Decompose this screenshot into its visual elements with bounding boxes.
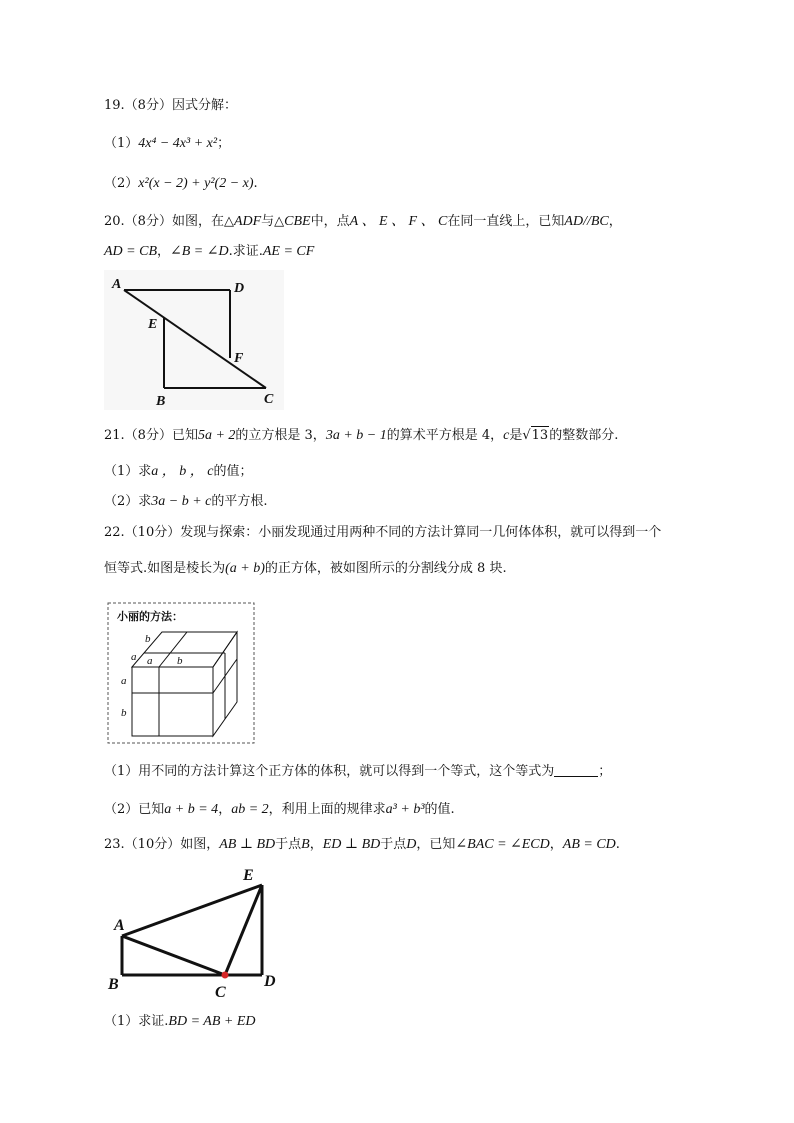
text: 21.（8分）已知 (104, 428, 198, 443)
q22-line2 (104, 560, 507, 578)
text: 的正方体，被如图所示的分割线分成 8 块. (264, 561, 507, 576)
text: 的整数部分. (549, 428, 619, 443)
text: ，利用上面的规律求 (268, 802, 386, 817)
label-d: D (264, 973, 276, 990)
math: a³ + b³ (385, 802, 425, 817)
label-c: C (264, 392, 274, 407)
q23-title (104, 836, 620, 854)
text: 是 (509, 428, 523, 443)
math: AD//BC (564, 214, 609, 229)
q22-part2 (104, 801, 455, 819)
math: ∠BAC = ∠ECD (455, 837, 550, 852)
q21-part1 (104, 463, 253, 481)
q23-figure (104, 862, 294, 1002)
math: 3a + b − 1 (325, 428, 387, 443)
math: ∠B = ∠D (170, 244, 229, 259)
label-e: E (148, 317, 158, 332)
math: a + b = 4 (164, 802, 219, 817)
text: 在同一直线上，已知 (447, 214, 565, 229)
q19-part2-end: . (253, 176, 258, 191)
text: 20.（8分）如图，在△ (104, 214, 234, 229)
text: （1）用不同的方法计算这个正方体的体积，就可以得到一个等式，这个等式为 (104, 764, 555, 779)
answer-blank[interactable] (554, 763, 598, 777)
segment-ae (122, 885, 262, 936)
text: 23.（10分）如图， (104, 837, 220, 852)
text: （1）求证. (104, 1014, 169, 1029)
text: 的算术平方根是 4， (386, 428, 504, 443)
q19-part2 (104, 175, 258, 193)
segment-ac (122, 936, 225, 975)
label-d: D (234, 281, 245, 296)
q20-line1 (104, 213, 622, 231)
math: AE = CF (262, 244, 315, 259)
sqrt-sign: √ (522, 428, 531, 443)
math: D (406, 837, 417, 852)
text: . (615, 837, 620, 852)
math: ED ⊥ BD (322, 837, 381, 852)
label-b-top: b (145, 633, 151, 645)
text: 的立方根是 3， (235, 428, 326, 443)
text: 中，点 (310, 214, 350, 229)
label-a: A (112, 277, 122, 292)
text: （2）已知 (104, 802, 165, 817)
text: ， (218, 802, 232, 817)
text: 的值； (213, 464, 253, 479)
label-a-side: a (121, 675, 127, 687)
math: a ， b ， c (151, 464, 214, 479)
point-c-marker (222, 972, 229, 979)
label-f: F (234, 351, 244, 366)
q20-line2 (104, 243, 314, 261)
math: ADF (233, 214, 262, 229)
text: 于点 (380, 837, 407, 852)
q22-figure (107, 602, 257, 746)
text: 的平方根. (211, 494, 268, 509)
q19-part1-label: （1） (104, 136, 139, 151)
label-a-top: a (131, 651, 137, 663)
math: 5a + 2 (197, 428, 236, 443)
math: AB ⊥ BD (219, 837, 276, 852)
text: （2）求 (104, 494, 152, 509)
label-b-mid: b (177, 655, 183, 667)
q21-title (104, 426, 618, 445)
q21-part2 (104, 493, 268, 511)
math: AD = CB (104, 244, 157, 259)
text: （1）求 (104, 464, 152, 479)
text: 恒等式.如图是棱长为 (104, 561, 226, 576)
label-a: A (114, 917, 125, 934)
q19-part2-label: （2） (104, 176, 139, 191)
text: ， (157, 244, 171, 259)
dashed-box (108, 603, 254, 743)
segment-ce (225, 885, 262, 975)
math: BD = AB + ED (168, 1014, 256, 1029)
text: ， (549, 837, 563, 852)
math: A 、 E 、 F 、 C (349, 214, 448, 229)
label-b: B (108, 976, 119, 993)
text: ， (608, 214, 622, 229)
math: AB = CD (562, 837, 616, 852)
math: ab = 2 (231, 802, 269, 817)
text: ； (598, 764, 612, 779)
text: ， (309, 837, 323, 852)
math: c (503, 428, 510, 443)
q20-figure (104, 270, 284, 410)
label-c: C (215, 984, 226, 1001)
q22-part1 (104, 763, 611, 781)
q19-part1 (104, 135, 230, 153)
text: 与△ (261, 214, 285, 229)
q22-line1: 22.（10分）发现与探索：小丽发现通过用两种不同的方法计算同一几何体体积，就可以得到一个 (104, 525, 662, 540)
q19-part1-end: ； (217, 136, 231, 151)
box-title: 小丽的方法： (117, 610, 183, 623)
math: CBE (284, 214, 311, 229)
math: B (301, 837, 310, 852)
text: ，已知 (416, 837, 456, 852)
sqrt-radicand: 13 (531, 428, 549, 443)
text: 的值. (424, 802, 455, 817)
math: 3a − b + c (151, 494, 212, 509)
label-b-side: b (121, 707, 127, 719)
label-e: E (243, 867, 254, 884)
q19-part2-expression: x²(x − 2) + y²(2 − x) (138, 176, 254, 191)
q19-part1-expression: 4x⁴ − 4x³ + x² (138, 136, 218, 151)
q19-title: 19.（8分）因式分解： (104, 98, 237, 113)
label-a-mid: a (147, 655, 153, 667)
label-b: B (156, 394, 166, 409)
text: 于点 (275, 837, 302, 852)
text: .求证. (228, 244, 263, 259)
q23-part1 (104, 1013, 255, 1031)
math: (a + b) (225, 561, 265, 576)
